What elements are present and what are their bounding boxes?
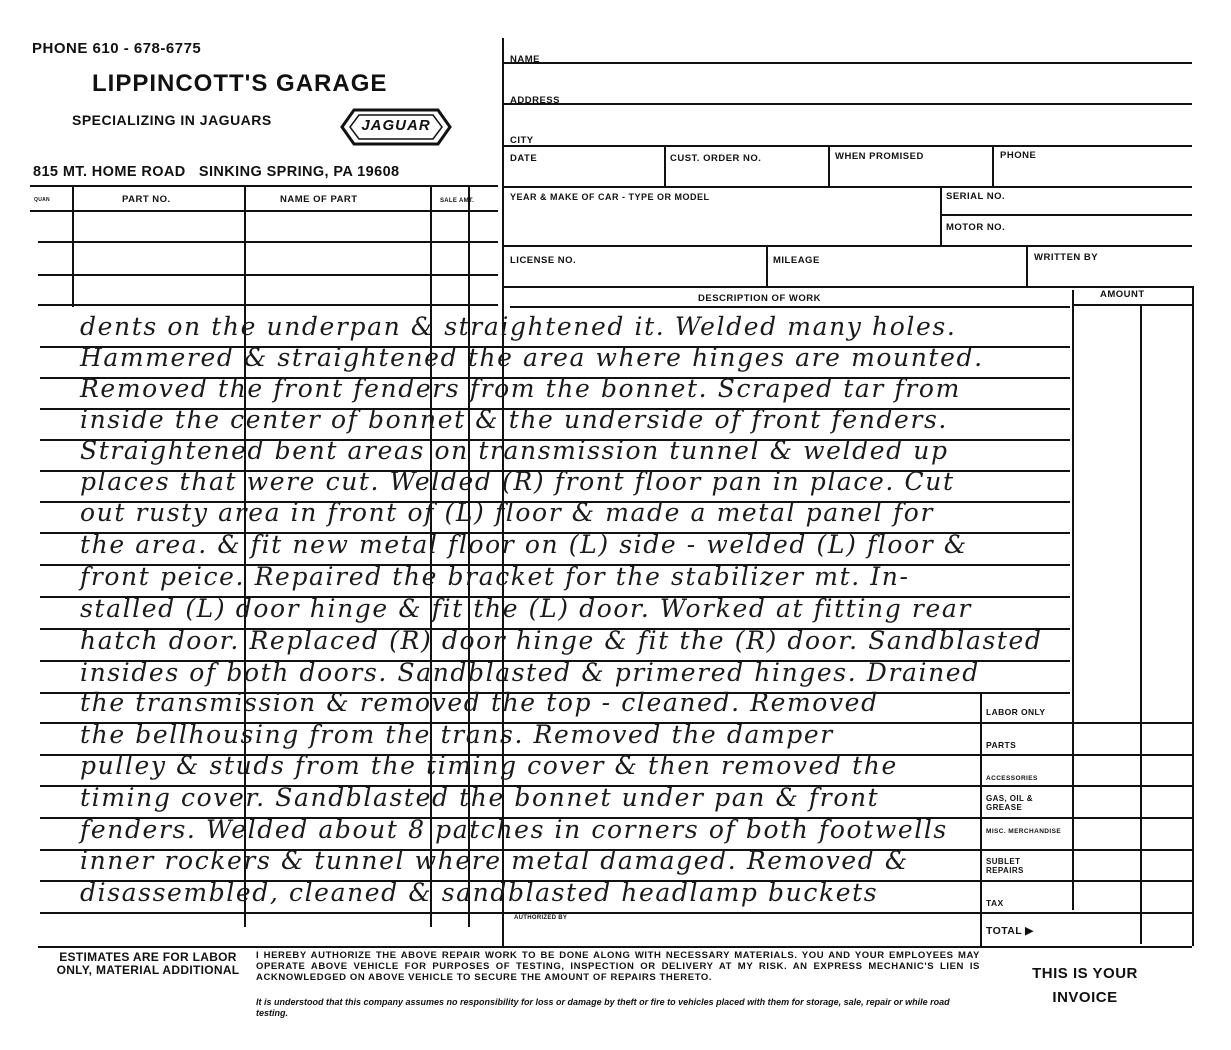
col-name-of-part: NAME OF PART: [280, 194, 358, 205]
col-sale-amt: SALE AMT.: [440, 198, 475, 204]
work-line: hatch door. Replaced (R) door hinge & fit the (R) door. Sandblasted: [80, 626, 1043, 655]
charge-gas: GAS, OIL & GREASE: [986, 794, 1033, 812]
label-serial: SERIAL NO.: [946, 191, 1006, 202]
work-line: stalled (L) door hinge & fit the (L) door. Worked at fitting rear: [80, 594, 972, 623]
col-quan: QUAN: [34, 197, 50, 203]
company-tagline: SPECIALIZING IN JAGUARS: [72, 112, 272, 128]
label-when-promised: WHEN PROMISED: [835, 151, 924, 162]
charge-total: TOTAL ▶: [986, 925, 1034, 937]
work-line: disassembled, cleaned & sandblasted headlamp buckets: [80, 878, 879, 907]
authorization-text: I HEREBY AUTHORIZE THE ABOVE REPAIR WORK TO BE DONE ALONG WITH NECESSARY MATERIALS. YOU AND YOUR EMPLOYEES MAY OPERATE ABOVE VEHICLE FOR PURPOSES OF TESTING, INSPECTION OR DELIVERY AT MY RISK. AN EXPRESS MECHANIC'S LIEN IS ACKNOWLEDGED ON ABOVE VEHICLE TO SECURE THE AMOUNT OF REPAIRS THERETO.: [256, 950, 980, 983]
work-line: the area. & fit new metal floor on (L) side - welded (L) floor &: [80, 530, 968, 559]
work-line: front peice. Repaired the bracket for the stabilizer mt. In-: [80, 562, 910, 591]
label-cust-order: CUST. ORDER NO.: [670, 153, 762, 164]
parts-table-header-rule: [30, 210, 498, 212]
work-line: inside the center of bonnet & the underside of front fenders.: [80, 405, 948, 434]
shop-phone: PHONE 610 - 678-6775: [32, 40, 202, 57]
label-written-by: WRITTEN BY: [1034, 252, 1099, 263]
label-city: CITY: [510, 135, 534, 146]
label-motor: MOTOR NO.: [946, 222, 1006, 233]
charge-sublet: SUBLET REPAIRS: [986, 857, 1024, 875]
jaguar-logo-text: JAGUAR: [361, 117, 431, 134]
parts-table-top-rule: [30, 185, 498, 187]
estimates-note: ESTIMATES ARE FOR LABOR ONLY, MATERIAL ADDITIONAL: [56, 950, 240, 977]
work-line: inner rockers & tunnel where metal damaged. Removed &: [80, 846, 909, 875]
charge-labor: LABOR ONLY: [986, 707, 1046, 717]
work-line: Removed the front fenders from the bonnet. Scraped tar from: [80, 374, 961, 403]
work-line: fenders. Welded about 8 patches in corners of both footwells: [80, 815, 948, 844]
jaguar-logo: [340, 108, 452, 146]
work-line: Straightened bent areas on transmission tunnel & welded up: [80, 436, 949, 465]
label-mileage: MILEAGE: [773, 255, 820, 266]
work-line: timing cover. Sandblasted the bonnet under pan & front: [80, 783, 880, 812]
charge-parts: PARTS: [986, 740, 1017, 750]
label-address: ADDRESS: [510, 95, 560, 106]
charge-misc: MISC. MERCHANDISE: [986, 828, 1062, 835]
label-name: NAME: [510, 54, 540, 65]
footer-rule: [38, 946, 1192, 948]
label-license: LICENSE NO.: [510, 255, 577, 266]
work-line: dents on the underpan & straightened it. Welded many holes.: [80, 312, 957, 341]
work-title: DESCRIPTION OF WORK: [698, 293, 821, 304]
authorized-by-label: AUTHORIZED BY: [514, 915, 568, 921]
work-line: Hammered & straightened the area where hinges are mounted.: [80, 343, 984, 372]
amount-title: AMOUNT: [1100, 289, 1145, 300]
invoice-label: THIS IS YOUR INVOICE: [1032, 965, 1138, 1006]
work-line: insides of both doors. Sandblasted & primered hinges. Drained: [80, 658, 980, 687]
shop-address: 815 MT. HOME ROAD SINKING SPRING, PA 19608: [33, 164, 400, 180]
label-year-make: YEAR & MAKE OF CAR - TYPE OR MODEL: [510, 192, 710, 202]
work-line: the bellhousing from the trans. Removed the damper: [80, 720, 834, 749]
label-date: DATE: [510, 153, 538, 164]
charge-accessories: ACCESSORIES: [986, 775, 1038, 782]
disclaimer-text: It is understood that this company assumes no responsibility for loss or damage by theft or fire to vehicles placed with them for storage, sale, repair or while road testing.: [256, 997, 950, 1018]
col-part-no: PART NO.: [122, 194, 171, 205]
label-phone: PHONE: [1000, 150, 1037, 161]
work-line: the transmission & removed the top - cleaned. Removed: [80, 688, 879, 717]
charge-tax: TAX: [986, 898, 1004, 908]
work-line: out rusty area in front of (L) floor & made a metal panel for: [80, 498, 934, 527]
work-line: pulley & studs from the timing cover & then removed the: [80, 751, 898, 780]
company-name: LIPPINCOTT'S GARAGE: [92, 70, 388, 97]
work-line: places that were cut. Welded (R) front floor pan in place. Cut: [80, 467, 955, 496]
